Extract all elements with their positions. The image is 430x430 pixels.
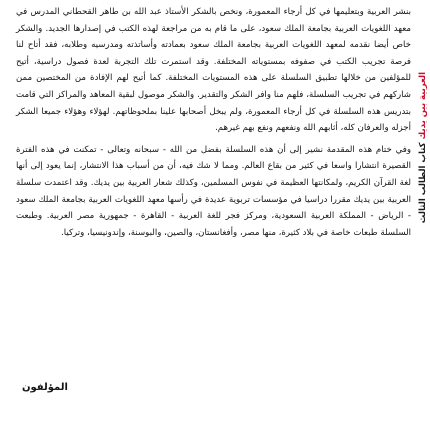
- series-title: العربية بين يديك: [418, 72, 428, 140]
- side-running-header: [414, 56, 430, 246]
- paragraph-thanks: بنشر العربية وبتعليمها في كل أرجاء المعمورة، ونخص بالشكر الأستاذ عبد الله بن طاهر القحطاني المدرس في معهد اللغويات العربية بجامعة الملك سعود، على ما قام به من مراجعة لهذه الكتب في إصدارها الجديد. والشكر خاص أيضا نقدمه لمعهد اللغويات العربية بجامعة الملك سعود بعمادته وأساتذته ومدرسيه وطلابه، فقد أتاح لنا فرصة تجريب الكتب في صفوفه بمستوياته المختلفة. وقد استمرت تلك التجربة لعدة فصول دراسية، أتيح للمؤلفين من خلالها تطبيق السلسلة على هذه المستويات المختلفة. كما أتيح لهم الإفادة من المختصين ممن شاركهم في تجريب السلسلة، فلهم منا وافر الشكر والتقدير. والشكر موصول لبقية المعاهد والمراكز التي قامت بتدريس هذه السلسلة في كل أرجاء المعمورة، ولم يبخل أصحابها علينا بملحوظاتهم. لهؤلاء وهؤلاء جميعا الشكر أجزله والعرفان كله، أثابهم الله ونفعهم ونفع بهم غيرهم.: [16, 7, 411, 134]
- book-title: كتاب الطالب الثالث: [418, 142, 428, 224]
- paragraph-closing: وفي ختام هذه المقدمة نشير إلى أن هذه السلسلة بفضل من الله - سبحانه وتعالى - تمكنت في هذه الفترة القصيرة انتشارا واسعا في كثير من بقاع العالم. ومما لا شك فيه، أن من أسباب هذا الانتشار، إنما يعود إلى أنها لغة القرآن الكريم، ولمكانتها العظيمة في نفوس المسلمين، وكذلك شعار العربية بين يديك. وقد اعتمدت سلسلة العربية بين يديك مقررا دراسيا في مؤسسات تربوية عديدة في رأسها معهد اللغويات العربية بجامعة الملك سعود - الرياض - المملكة العربية السعودية، ومركز فجر للغة العربية - القاهرة - جمهورية مصر العربية. وطبعت السلسلة طبعات خاصة في بلاد كثيرة، منها مصر، وأفغانستان، والصين، والبوسنة، وإندونيسيا، وتركيا.: [16, 144, 411, 238]
- authors-signature: المؤلفون: [22, 382, 68, 393]
- body-text: [16, 4, 411, 241]
